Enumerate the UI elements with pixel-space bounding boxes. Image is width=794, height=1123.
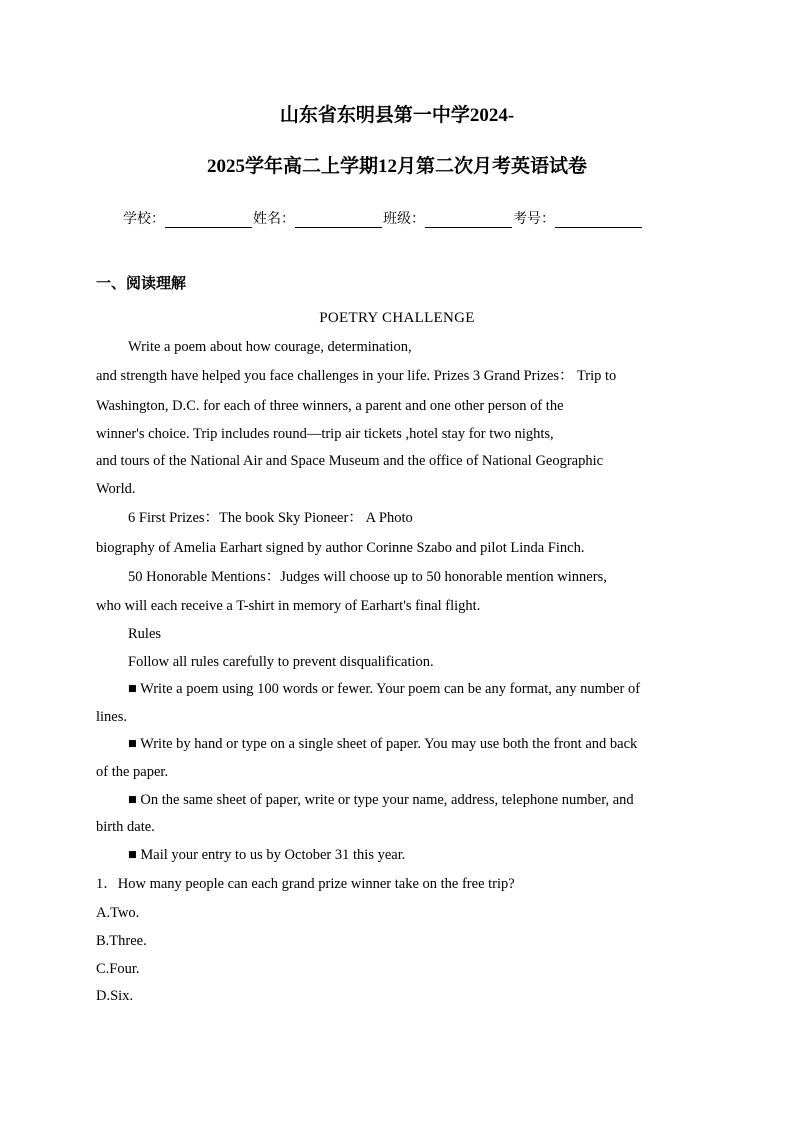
passage-title: POETRY CHALLENGE: [319, 310, 475, 326]
school-label: 学校：: [123, 211, 165, 227]
passage-line: Washington, D.C. for each of three winners, a parent and one other person of the: [96, 398, 564, 414]
question-stem: 1．How many people can each grand prize winner take on the free trip?: [96, 876, 515, 892]
passage-line: 50 Honorable Mentions：Judges will choose up to 50 honorable mention winners,: [128, 569, 607, 585]
passage-line: birth date.: [96, 819, 155, 835]
passage-line: Rules: [128, 626, 162, 642]
passage-line: Follow all rules carefully to prevent disqualification.: [128, 654, 434, 670]
passage-line: ■ Write by hand or type on a single sheet of paper. You may use both the front and back: [128, 736, 638, 752]
passage-line: 6 First Prizes：The book Sky Pioneer： A Photo: [128, 510, 413, 526]
exam-title-line2: 2025学年高二上学期12月第二次月考英语试卷: [206, 156, 587, 177]
option-c[interactable]: C.Four.: [96, 961, 140, 977]
passage-line: of the paper.: [96, 764, 169, 780]
name-blank[interactable]: [295, 209, 382, 228]
passage-line: lines.: [96, 709, 128, 725]
name-label: 姓名：: [253, 211, 295, 227]
passage-line: ■ On the same sheet of paper, write or type your name, address, telephone number, and: [128, 792, 634, 808]
passage-line: biography of Amelia Earhart signed by author Corinne Szabo and pilot Linda Finch.: [96, 540, 585, 556]
passage-line: and strength have helped you face challenges in your life. Prizes 3 Grand Prizes： Trip to: [96, 368, 617, 384]
exam-title-line1: 山东省东明县第一中学2024-: [279, 105, 515, 126]
passage-line: World.: [96, 481, 136, 497]
passage-line: Write a poem about how courage, determination,: [128, 339, 412, 355]
passage-line: and tours of the National Air and Space Museum and the office of National Geographic: [96, 453, 604, 469]
passage-line: ■ Mail your entry to us by October 31 this year.: [128, 847, 406, 863]
option-a[interactable]: A.Two.: [96, 905, 140, 921]
school-blank[interactable]: [165, 209, 252, 228]
class-blank[interactable]: [425, 209, 512, 228]
student-info-row: [123, 204, 643, 228]
option-d[interactable]: D.Six.: [96, 988, 134, 1004]
option-b[interactable]: B.Three.: [96, 933, 147, 949]
number-label: 考号：: [513, 211, 555, 227]
passage-line: ■ Write a poem using 100 words or fewer. Your poem can be any format, any number of: [128, 681, 641, 697]
section-heading: 一、阅读理解: [96, 274, 187, 292]
number-blank[interactable]: [555, 209, 642, 228]
passage-line: who will each receive a T-shirt in memory of Earhart's final flight.: [96, 598, 481, 614]
passage-line: winner's choice. Trip includes round—trip air tickets ,hotel stay for two nights,: [96, 426, 554, 442]
class-label: 班级：: [383, 211, 425, 227]
